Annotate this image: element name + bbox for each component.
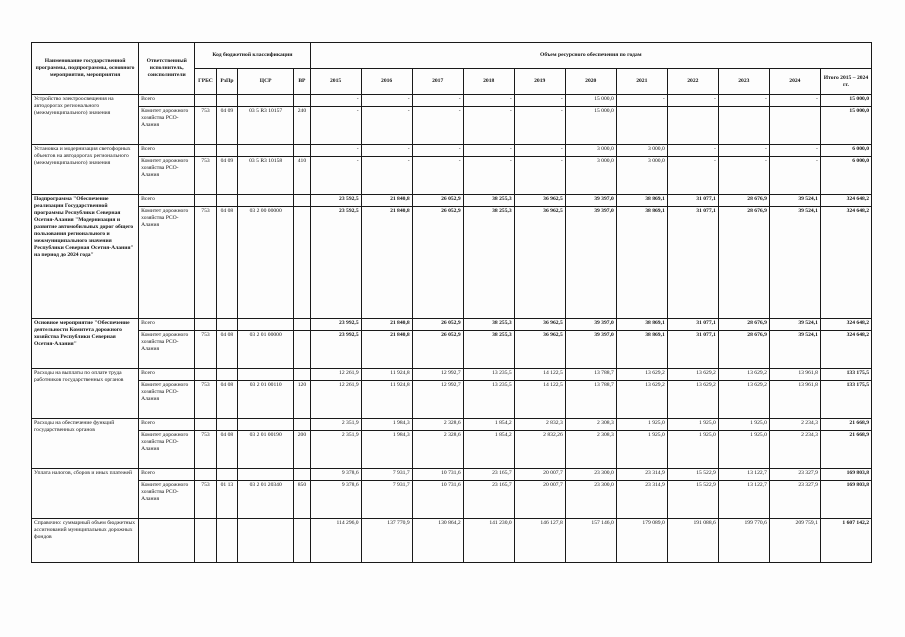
row-rzpr: 04 08 bbox=[216, 431, 237, 469]
row-year-value: 28 676,9 bbox=[718, 207, 769, 319]
row-csr bbox=[238, 419, 294, 431]
row-year-value: 191 088,6 bbox=[667, 519, 718, 563]
row-csr: 03 5 R3 10157 bbox=[238, 107, 294, 145]
row-year-value: 20 007,7 bbox=[514, 469, 565, 481]
row-year-value: - bbox=[718, 157, 769, 195]
row-year-value: 23 992,5 bbox=[310, 331, 361, 369]
header-year: 2021 bbox=[616, 69, 667, 95]
row-responsible: Комитет дорожного хозяйства РСО-Алания bbox=[139, 157, 195, 195]
table-header bbox=[32, 43, 872, 95]
header-csr: ЦСР bbox=[238, 69, 294, 95]
row-year-value: 2 351,9 bbox=[310, 431, 361, 469]
row-year-value: 11 924,8 bbox=[361, 369, 412, 381]
row-vr: 410 bbox=[294, 157, 310, 195]
row-year-value: 146 127,8 bbox=[514, 519, 565, 563]
row-year-value: - bbox=[718, 95, 769, 107]
row-responsible: Комитет дорожного хозяйства РСО-Алания bbox=[139, 381, 195, 419]
row-year-value: - bbox=[514, 145, 565, 157]
row-grbs: 753 bbox=[195, 207, 216, 319]
row-year-value: 1 925,0 bbox=[667, 419, 718, 431]
row-year-value: 137 770,9 bbox=[361, 519, 412, 563]
row-year-value: 23 327,9 bbox=[769, 481, 820, 519]
row-grbs: 753 bbox=[195, 431, 216, 469]
row-year-value: - bbox=[769, 157, 820, 195]
row-year-value: 10 731,6 bbox=[412, 481, 463, 519]
table-row bbox=[32, 207, 872, 319]
row-year-value: 7 931,7 bbox=[361, 469, 412, 481]
row-total: 324 648,2 bbox=[820, 319, 871, 331]
row-name: Уплата налогов, сборов и иных платежей bbox=[32, 469, 139, 519]
row-year-value: 23 327,9 bbox=[769, 469, 820, 481]
row-vr bbox=[294, 195, 310, 207]
row-year-value: 21 840,8 bbox=[361, 195, 412, 207]
row-year-value: 13 629,2 bbox=[667, 381, 718, 419]
row-year-value: 31 077,1 bbox=[667, 331, 718, 369]
row-year-value: 13 788,7 bbox=[565, 381, 616, 419]
row-year-value: 2 351,9 bbox=[310, 419, 361, 431]
row-year-value: - bbox=[667, 157, 718, 195]
row-year-value: 28 676,9 bbox=[718, 331, 769, 369]
row-year-value: 1 925,0 bbox=[718, 419, 769, 431]
row-year-value: 13 961,8 bbox=[769, 369, 820, 381]
row-csr: 03 2 01 00110 bbox=[238, 381, 294, 419]
row-name: Подпрограмма "Обеспечение реализации Государственной программы Республики Северная Осетия-Алания "Модернизация и развитие автомобильных дорог общего пользования регионального и межмуниципального значения Республики Северная Осетия-Алания" на период до 2024 года" bbox=[32, 195, 139, 319]
row-grbs: 753 bbox=[195, 481, 216, 519]
row-vr bbox=[294, 319, 310, 331]
row-grbs bbox=[195, 369, 216, 381]
row-responsible: Всего bbox=[139, 319, 195, 331]
row-year-value: - bbox=[310, 107, 361, 145]
header-year: 2019 bbox=[514, 69, 565, 95]
row-year-value: 23 592,5 bbox=[310, 207, 361, 319]
row-year-value: 31 077,1 bbox=[667, 195, 718, 207]
row-responsible: Комитет дорожного хозяйства РСО-Алания bbox=[139, 107, 195, 145]
row-year-value: 36 962,5 bbox=[514, 319, 565, 331]
header-code-group: Код бюджетной классификации bbox=[195, 43, 310, 69]
row-vr bbox=[294, 519, 310, 563]
row-year-value: - bbox=[310, 95, 361, 107]
row-year-value: 3 000,0 bbox=[565, 157, 616, 195]
row-grbs bbox=[195, 319, 216, 331]
row-rzpr bbox=[216, 95, 237, 107]
row-name: Устройство электроосвещения на автодорогах регионального (межмуниципального) значения bbox=[32, 95, 139, 145]
row-year-value: 38 255,3 bbox=[463, 195, 514, 207]
row-rzpr bbox=[216, 145, 237, 157]
row-year-value: 38 255,3 bbox=[463, 331, 514, 369]
row-year-value: 13 235,5 bbox=[463, 369, 514, 381]
row-year-value: 2 308,3 bbox=[565, 419, 616, 431]
row-csr bbox=[238, 469, 294, 481]
table-row bbox=[32, 369, 872, 381]
row-year-value: 3 000,0 bbox=[616, 157, 667, 195]
row-year-value: 39 397,0 bbox=[565, 195, 616, 207]
table-row bbox=[32, 195, 872, 207]
row-year-value: 1 984,3 bbox=[361, 419, 412, 431]
row-year-value: 2 328,6 bbox=[412, 431, 463, 469]
row-name: Установка и модернизация светофорных объектов на автодорогах регионального (межмуниципального) значения bbox=[32, 145, 139, 195]
header-year: 2017 bbox=[412, 69, 463, 95]
row-rzpr bbox=[216, 195, 237, 207]
row-year-value: - bbox=[769, 145, 820, 157]
row-total: 324 648,2 bbox=[820, 331, 871, 369]
row-year-value: 23 300,0 bbox=[565, 481, 616, 519]
row-csr bbox=[238, 195, 294, 207]
table-row bbox=[32, 431, 872, 469]
table-row bbox=[32, 157, 872, 195]
row-rzpr: 04 08 bbox=[216, 207, 237, 319]
row-responsible: Всего bbox=[139, 369, 195, 381]
row-grbs bbox=[195, 95, 216, 107]
row-year-value: 209 759,1 bbox=[769, 519, 820, 563]
row-responsible bbox=[139, 519, 195, 563]
row-year-value: - bbox=[667, 145, 718, 157]
row-year-value: 2 328,6 bbox=[412, 419, 463, 431]
row-year-value: 15 522,9 bbox=[667, 481, 718, 519]
row-vr: 200 bbox=[294, 431, 310, 469]
row-total: 15 000,0 bbox=[820, 107, 871, 145]
row-year-value: - bbox=[769, 95, 820, 107]
table-row bbox=[32, 107, 872, 145]
row-year-value: 36 962,5 bbox=[514, 207, 565, 319]
row-responsible: Комитет дорожного хозяйства РСО-Алания bbox=[139, 431, 195, 469]
row-responsible: Всего bbox=[139, 419, 195, 431]
row-grbs: 753 bbox=[195, 331, 216, 369]
row-vr bbox=[294, 145, 310, 157]
row-year-value: - bbox=[463, 145, 514, 157]
row-csr bbox=[238, 95, 294, 107]
row-year-value: 13 629,2 bbox=[667, 369, 718, 381]
row-year-value: 12 992,7 bbox=[412, 381, 463, 419]
row-year-value: 21 840,8 bbox=[361, 331, 412, 369]
table-row bbox=[32, 319, 872, 331]
row-total: 15 000,0 bbox=[820, 95, 871, 107]
row-responsible: Комитет дорожного хозяйства РСО-Алания bbox=[139, 481, 195, 519]
row-vr bbox=[294, 207, 310, 319]
row-year-value: 23 165,7 bbox=[463, 469, 514, 481]
row-year-value: 13 629,2 bbox=[616, 369, 667, 381]
row-total: 133 175,5 bbox=[820, 381, 871, 419]
row-total: 169 803,8 bbox=[820, 481, 871, 519]
row-year-value: - bbox=[361, 107, 412, 145]
row-csr bbox=[238, 369, 294, 381]
row-csr bbox=[238, 519, 294, 563]
row-year-value: 130 864,2 bbox=[412, 519, 463, 563]
row-year-value: 10 731,6 bbox=[412, 469, 463, 481]
header-year: 2020 bbox=[565, 69, 616, 95]
row-name: Справочно: суммарный объем бюджетных ассигнований муниципальных дорожных фондов bbox=[32, 519, 139, 563]
row-year-value: 13 629,2 bbox=[718, 381, 769, 419]
header-year: 2016 bbox=[361, 69, 412, 95]
row-year-value: 157 146,0 bbox=[565, 519, 616, 563]
row-year-value: 39 524,1 bbox=[769, 331, 820, 369]
row-vr bbox=[294, 331, 310, 369]
row-csr bbox=[238, 145, 294, 157]
row-year-value: 15 000,0 bbox=[565, 95, 616, 107]
row-year-value: 13 788,7 bbox=[565, 369, 616, 381]
row-rzpr bbox=[216, 369, 237, 381]
row-year-value: - bbox=[361, 145, 412, 157]
row-year-value: 39 397,0 bbox=[565, 207, 616, 319]
row-year-value: - bbox=[667, 95, 718, 107]
row-year-value: 9 378,6 bbox=[310, 481, 361, 519]
row-year-value: 2 832,3 bbox=[514, 419, 565, 431]
row-year-value: 20 007,7 bbox=[514, 481, 565, 519]
row-rzpr bbox=[216, 419, 237, 431]
row-grbs bbox=[195, 419, 216, 431]
row-year-value: 26 052,9 bbox=[412, 319, 463, 331]
row-year-value: - bbox=[463, 95, 514, 107]
row-year-value: 21 840,8 bbox=[361, 319, 412, 331]
row-year-value: 23 300,0 bbox=[565, 469, 616, 481]
row-total: 169 803,8 bbox=[820, 469, 871, 481]
row-csr: 03 2 01 00000 bbox=[238, 331, 294, 369]
header-name: Наименование государственной программы, подпрограммы, основного мероприятия, мероприятия bbox=[32, 43, 139, 95]
header-responsible: Ответственный исполнитель, соисполнители bbox=[139, 43, 195, 95]
row-year-value: 7 931,7 bbox=[361, 481, 412, 519]
row-grbs: 753 bbox=[195, 107, 216, 145]
row-year-value: 23 314,9 bbox=[616, 469, 667, 481]
row-year-value: 31 077,1 bbox=[667, 319, 718, 331]
row-year-value: 199 770,6 bbox=[718, 519, 769, 563]
row-year-value: 14 122,5 bbox=[514, 381, 565, 419]
row-year-value: 15 522,9 bbox=[667, 469, 718, 481]
table-body bbox=[32, 95, 872, 563]
row-rzpr: 04 09 bbox=[216, 107, 237, 145]
row-year-value: - bbox=[463, 157, 514, 195]
row-year-value: 13 629,2 bbox=[718, 369, 769, 381]
row-total: 324 648,2 bbox=[820, 207, 871, 319]
row-responsible: Всего bbox=[139, 95, 195, 107]
row-year-value: 13 122,7 bbox=[718, 469, 769, 481]
table-row bbox=[32, 95, 872, 107]
row-csr: 03 5 R3 10158 bbox=[238, 157, 294, 195]
header-year: 2022 bbox=[667, 69, 718, 95]
row-year-value: - bbox=[616, 95, 667, 107]
row-year-value: 28 676,9 bbox=[718, 319, 769, 331]
row-year-value: 114 296,0 bbox=[310, 519, 361, 563]
row-year-value: - bbox=[361, 95, 412, 107]
row-csr: 03 2 01 20340 bbox=[238, 481, 294, 519]
row-year-value: 26 052,9 bbox=[412, 331, 463, 369]
row-vr: 120 bbox=[294, 381, 310, 419]
row-year-value: 13 629,2 bbox=[616, 381, 667, 419]
row-responsible: Всего bbox=[139, 469, 195, 481]
row-year-value: 26 052,9 bbox=[412, 195, 463, 207]
row-grbs: 753 bbox=[195, 157, 216, 195]
row-year-value: 38 255,3 bbox=[463, 207, 514, 319]
row-csr: 03 2 01 00190 bbox=[238, 431, 294, 469]
row-csr bbox=[238, 319, 294, 331]
row-year-value: 2 308,3 bbox=[565, 431, 616, 469]
row-year-value: 1 925,0 bbox=[616, 419, 667, 431]
row-vr bbox=[294, 419, 310, 431]
row-year-value: 23 992,5 bbox=[310, 319, 361, 331]
row-year-value: 3 000,0 bbox=[565, 145, 616, 157]
row-grbs: 753 bbox=[195, 381, 216, 419]
row-year-value: - bbox=[463, 107, 514, 145]
header-total: Итого 2015 – 2024 гг. bbox=[820, 69, 871, 95]
row-rzpr bbox=[216, 319, 237, 331]
row-vr bbox=[294, 469, 310, 481]
row-year-value: - bbox=[412, 145, 463, 157]
row-name: Расходы на обеспечение функций государственных органов bbox=[32, 419, 139, 469]
row-year-value: 1 984,3 bbox=[361, 431, 412, 469]
row-csr: 03 2 00 00000 bbox=[238, 207, 294, 319]
row-year-value: 38 869,1 bbox=[616, 195, 667, 207]
table-row bbox=[32, 481, 872, 519]
row-rzpr bbox=[216, 519, 237, 563]
row-year-value: - bbox=[718, 145, 769, 157]
row-vr bbox=[294, 95, 310, 107]
row-responsible: Всего bbox=[139, 195, 195, 207]
row-year-value: 12 261,9 bbox=[310, 369, 361, 381]
row-year-value: 11 924,8 bbox=[361, 381, 412, 419]
row-year-value: 39 524,1 bbox=[769, 195, 820, 207]
row-year-value: 141 230,0 bbox=[463, 519, 514, 563]
row-grbs bbox=[195, 519, 216, 563]
row-vr: 240 bbox=[294, 107, 310, 145]
row-total: 6 000,0 bbox=[820, 145, 871, 157]
row-year-value: - bbox=[310, 145, 361, 157]
row-year-value bbox=[769, 107, 820, 145]
row-year-value: 1 854,2 bbox=[463, 419, 514, 431]
row-year-value: 36 962,5 bbox=[514, 331, 565, 369]
row-year-value: - bbox=[412, 95, 463, 107]
row-year-value: - bbox=[514, 107, 565, 145]
row-year-value: - bbox=[361, 157, 412, 195]
row-vr bbox=[294, 369, 310, 381]
row-year-value: 39 397,0 bbox=[565, 319, 616, 331]
table-row bbox=[32, 331, 872, 369]
header-year: 2018 bbox=[463, 69, 514, 95]
row-rzpr: 04 08 bbox=[216, 381, 237, 419]
row-year-value: - bbox=[310, 157, 361, 195]
header-years-group: Объем ресурсного обеспечения по годам bbox=[310, 43, 871, 69]
header-grbs: ГРБС bbox=[195, 69, 216, 95]
row-year-value: 23 314,9 bbox=[616, 481, 667, 519]
row-year-value: 9 378,6 bbox=[310, 469, 361, 481]
row-year-value: 13 235,5 bbox=[463, 381, 514, 419]
row-year-value bbox=[667, 107, 718, 145]
row-name: Основное мероприятие "Обеспечение деятельности Комитета дорожного хозяйства Республики Северная Осетия-Алания" bbox=[32, 319, 139, 369]
row-responsible: Комитет дорожного хозяйства РСО-Алания bbox=[139, 331, 195, 369]
row-grbs bbox=[195, 145, 216, 157]
table-row bbox=[32, 519, 872, 563]
row-total: 1 607 142,2 bbox=[820, 519, 871, 563]
row-year-value: 15 000,0 bbox=[565, 107, 616, 145]
row-year-value: - bbox=[514, 95, 565, 107]
header-vr: ВР bbox=[294, 69, 310, 95]
row-year-value: 23 592,5 bbox=[310, 195, 361, 207]
row-year-value: 23 165,7 bbox=[463, 481, 514, 519]
row-year-value: - bbox=[412, 107, 463, 145]
row-year-value: 1 925,0 bbox=[718, 431, 769, 469]
row-vr: 850 bbox=[294, 481, 310, 519]
resource-table bbox=[31, 42, 872, 563]
row-year-value: - bbox=[514, 157, 565, 195]
row-year-value: 2 832,26 bbox=[514, 431, 565, 469]
header-year: 2015 bbox=[310, 69, 361, 95]
row-year-value: 1 854,2 bbox=[463, 431, 514, 469]
table-row bbox=[32, 145, 872, 157]
row-rzpr: 04 08 bbox=[216, 331, 237, 369]
row-responsible: Комитет дорожного хозяйства РСО-Алания bbox=[139, 207, 195, 319]
table-row bbox=[32, 469, 872, 481]
row-year-value: 38 255,3 bbox=[463, 319, 514, 331]
row-rzpr: 01 13 bbox=[216, 481, 237, 519]
row-year-value: 1 925,0 bbox=[667, 431, 718, 469]
header-year: 2024 bbox=[769, 69, 820, 95]
row-total: 21 668,9 bbox=[820, 419, 871, 431]
row-year-value: 28 676,9 bbox=[718, 195, 769, 207]
row-responsible: Всего bbox=[139, 145, 195, 157]
row-total: 324 648,2 bbox=[820, 195, 871, 207]
row-year-value: 38 869,1 bbox=[616, 319, 667, 331]
row-rzpr: 04 09 bbox=[216, 157, 237, 195]
row-total: 21 668,9 bbox=[820, 431, 871, 469]
row-year-value: 39 397,0 bbox=[565, 331, 616, 369]
row-year-value: 26 052,9 bbox=[412, 207, 463, 319]
row-rzpr bbox=[216, 469, 237, 481]
row-year-value: 3 000,0 bbox=[616, 145, 667, 157]
header-rzpr: РзПр bbox=[216, 69, 237, 95]
row-year-value: 38 869,1 bbox=[616, 207, 667, 319]
header-year: 2023 bbox=[718, 69, 769, 95]
row-year-value: - bbox=[412, 157, 463, 195]
row-grbs bbox=[195, 469, 216, 481]
row-year-value: 1 925,0 bbox=[616, 431, 667, 469]
row-year-value: 13 122,7 bbox=[718, 481, 769, 519]
row-year-value: 2 234,3 bbox=[769, 419, 820, 431]
row-year-value: 13 961,8 bbox=[769, 381, 820, 419]
row-year-value: 39 524,1 bbox=[769, 319, 820, 331]
table-row bbox=[32, 381, 872, 419]
row-year-value: 21 840,8 bbox=[361, 207, 412, 319]
row-year-value: 39 524,1 bbox=[769, 207, 820, 319]
row-year-value: 31 077,1 bbox=[667, 207, 718, 319]
row-year-value bbox=[718, 107, 769, 145]
row-name: Расходы на выплаты по оплате труда работников государственных органов bbox=[32, 369, 139, 419]
row-grbs bbox=[195, 195, 216, 207]
row-year-value: 36 962,5 bbox=[514, 195, 565, 207]
row-year-value: 179 089,0 bbox=[616, 519, 667, 563]
row-year-value: 38 869,1 bbox=[616, 331, 667, 369]
row-year-value: 12 261,9 bbox=[310, 381, 361, 419]
table-row bbox=[32, 419, 872, 431]
row-year-value: 12 992,7 bbox=[412, 369, 463, 381]
row-total: 6 000,0 bbox=[820, 157, 871, 195]
row-year-value: 2 234,3 bbox=[769, 431, 820, 469]
row-total: 133 175,5 bbox=[820, 369, 871, 381]
row-year-value: 14 122,5 bbox=[514, 369, 565, 381]
row-year-value bbox=[616, 107, 667, 145]
